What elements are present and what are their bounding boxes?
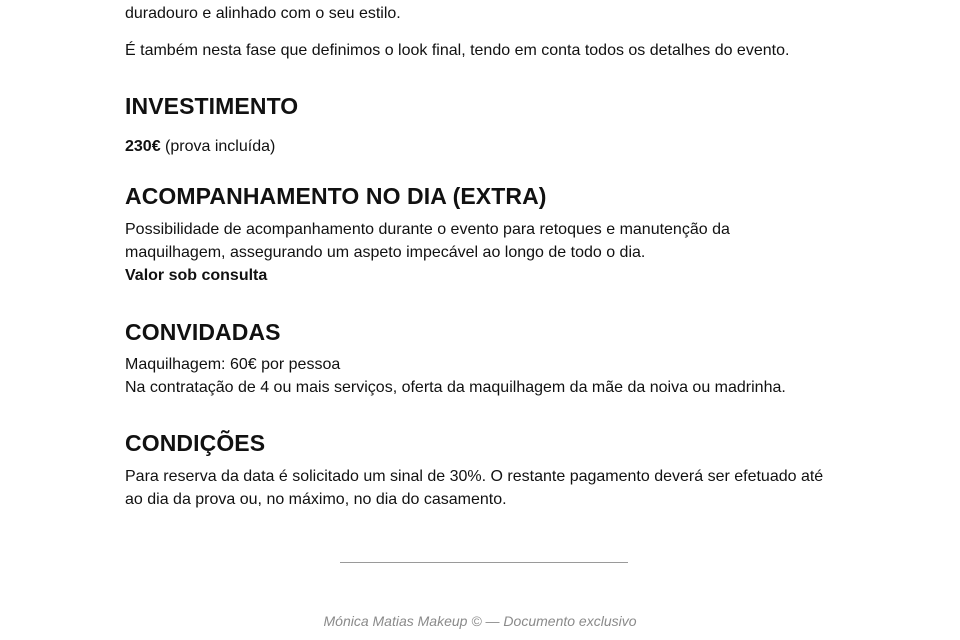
investimento-price-line [125,135,845,158]
intro-line-1: duradouro e alinhado com o seu estilo. [125,5,401,22]
condicoes-line-2: ao dia da prova ou, no máximo, no dia do casamento. [125,491,507,508]
footer-divider [340,562,628,563]
intro-section [125,2,845,62]
convidadas-heading: CONVIDADAS [125,319,281,345]
investimento-heading: INVESTIMENTO [125,93,299,119]
investimento-section [125,92,845,158]
convidadas-line-1: Maquilhagem: 60€ por pessoa [125,356,341,373]
footer-text: Mónica Matias Makeup © — Documento exclusivo [323,613,637,629]
condicoes-heading: CONDIÇÕES [125,430,266,456]
acompanhamento-line-2: maquilhagem, assegurando um aspeto impecável ao longo de todo o dia. [125,244,646,261]
condicoes-line-1: Para reserva da data é solicitado um sinal de 30%. O restante pagamento deverá ser efetuado até [125,468,824,485]
acompanhamento-line-1: Possibilidade de acompanhamento durante o evento para retoques e manutenção da [125,221,730,238]
intro-line-2: É também nesta fase que definimos o look final, tendo em conta todos os detalhes do evento. [125,42,790,59]
acompanhamento-section [125,182,845,287]
convidadas-section [125,318,845,399]
condicoes-section [125,429,845,511]
investimento-price: 230€ [125,138,161,155]
acompanhamento-heading: ACOMPANHAMENTO NO DIA (EXTRA) [125,183,547,209]
acompanhamento-price-note: Valor sob consulta [125,267,268,284]
convidadas-line-2: Na contratação de 4 ou mais serviços, oferta da maquilhagem da mãe da noiva ou madrinha. [125,379,786,396]
investimento-note: (prova incluída) [160,138,276,155]
